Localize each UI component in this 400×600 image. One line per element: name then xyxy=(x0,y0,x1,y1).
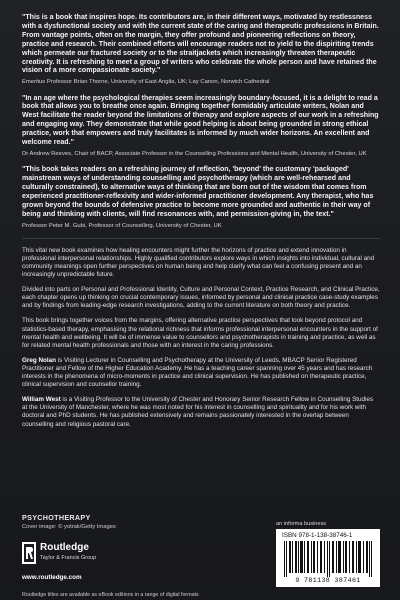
publisher-name: Routledge xyxy=(40,542,89,553)
publisher-logo xyxy=(22,540,142,572)
publisher-group: Taylor & Francis Group xyxy=(40,555,97,561)
endorsement-1 xyxy=(22,14,380,87)
editor-bio xyxy=(22,396,380,428)
endorsement-attribution: Dr Andrew Reeves, Chair of BACP, Associate Professor in the Counselling Professions and Mental Health, University of Chester, UK xyxy=(22,150,367,157)
description-paragraph: Divided into parts on Personal and Professional Identity, Culture and Personal Context, Practice Research, and Clinical Practice, each chapter opens up thinking on crucial contemporary issues, informed by personal and clinical practice case-study examples and by findings from leading-edge research investigations, adding to the current literature on both theory and practice. xyxy=(22,286,380,310)
editor-bio-text: is Visiting Lecturer in Counselling and Psychotherapy at the University of Leeds, MBACP Senior Registered Practitioner and Fellow of the Higher Education Academy. He has a teaching career spanning over 45 years and has research interests in the phenomena of micro-moments in practice and clinical supervision. He has published on therapeutic practice, clinical supervision and counsellor training. xyxy=(22,356,373,389)
routledge-logo-icon xyxy=(22,542,36,564)
editor-bio-text: is a Visiting Professor to the University of Chester and Honorary Senior Research Fellow in Counselling Studies at the University of Manchester, where he was most noted for his interest in counselling and spirituality and for his work with doctoral and PhD students. He has published extensively and remains passionately interested in the overlap between counselling and religious pastoral care. xyxy=(22,396,374,428)
endorsement-attribution: Professor Peter M. Gubi, Professor of Counselling, University of Chester, UK xyxy=(22,222,222,229)
editor-name: William West xyxy=(22,396,61,404)
endorsement-3 xyxy=(22,166,380,230)
editor-bio xyxy=(22,357,380,389)
informa-tagline: an informa business xyxy=(276,521,327,527)
cover-image-credit: Cover image: © yotrak/Getty Images xyxy=(22,524,116,530)
editor-name: Greg Nolan xyxy=(22,356,56,364)
publisher-website: www.routledge.com xyxy=(22,574,82,581)
divider xyxy=(22,238,380,239)
isbn-digits: 9 781138 387461 xyxy=(295,577,361,584)
barcode-icon xyxy=(282,541,374,577)
endorsement-2 xyxy=(22,95,380,159)
endorsement-attribution: Emeritus Professor Brian Thorne, University of East Anglia, UK; Lay Canon, Norwich Cathedral xyxy=(22,79,270,86)
ebook-availability-note: Routledge titles are available as eBook editions in a range of digital formats xyxy=(22,592,199,598)
back-cover-content xyxy=(22,14,380,436)
subject-category: PSYCHOTHERAPY xyxy=(22,513,91,522)
description-paragraph: This vital new book examines how healing encounters might further the horizons of practice and extend innovation in professional interpersonal relationships. Highly qualified contributors explore ways in which insights into individual, cultural and community meanings open further perspectives on human being and help clarify what can feel a confusing present and an increasingly unpredictable future. xyxy=(22,246,375,279)
description-paragraph: This book brings together voices from the margins, offering alternative practice perspectives that look beyond protocol and statistics-based therapy, emphasising the relational richness that informs professional interpersonal encounters in the support of mental health and wellbeing. It will be of immense value to counsellors and psychotherapists in training and practice, as well as for related mental health professionals and those with an interest in the caring professions. xyxy=(22,317,378,349)
isbn-barcode xyxy=(276,529,380,587)
endorsement-text: "This is a book that inspires hope. Its contributors are, in their different ways, motivated by restlessness with a dysfunctional society and with the current state of the caring and therapeutic professions in Britain. From vantage points, often on the margin, they offer profound and pioneering reflections on theory, practice and research. Their combined efforts will encourage readers not to yield to the dispiriting trends which permeate our fractured society or to the straitjackets which increasingly threaten therapeutic creativity. It is refreshing to meet a group of writers who celebrate the whole person and have retained the vision of a more compassionate society." xyxy=(22,14,379,75)
isbn-label: ISBN 978-1-138-38746-1 xyxy=(282,532,353,539)
endorsement-text: "In an age where the psychological therapies seem increasingly boundary-focused, it is a delight to read a book that allows you to breathe once again. Bringing together formidably articulate writers, Nolan and West facilitate the reader beyond the limitations of therapy and explore aspects of our work in a refreshing and engaging way. They demonstrate that while good helping is about being grounded in strong ethical practice, work that empowers and truly facilitates is informed by much wider horizons. An excellent and welcome read." xyxy=(22,94,379,147)
endorsement-text: "This book takes readers on a refreshing journey of reflection, 'beyond' the customary 'packaged' mainstream ways of understanding counselling and psychotherapy (which are well-rehearsed and culturally constrained), to alternative ways of thinking that are born out of the wisdom that comes from experienced practitioner-reflexivity and wider-informed practitioner development. Any therapist, who has grown beyond the bounds of defensive practice to become more grounded and authentic in their way of being and thinking with clients, will find resonances with, and permission-giving in, the text." xyxy=(22,166,374,218)
